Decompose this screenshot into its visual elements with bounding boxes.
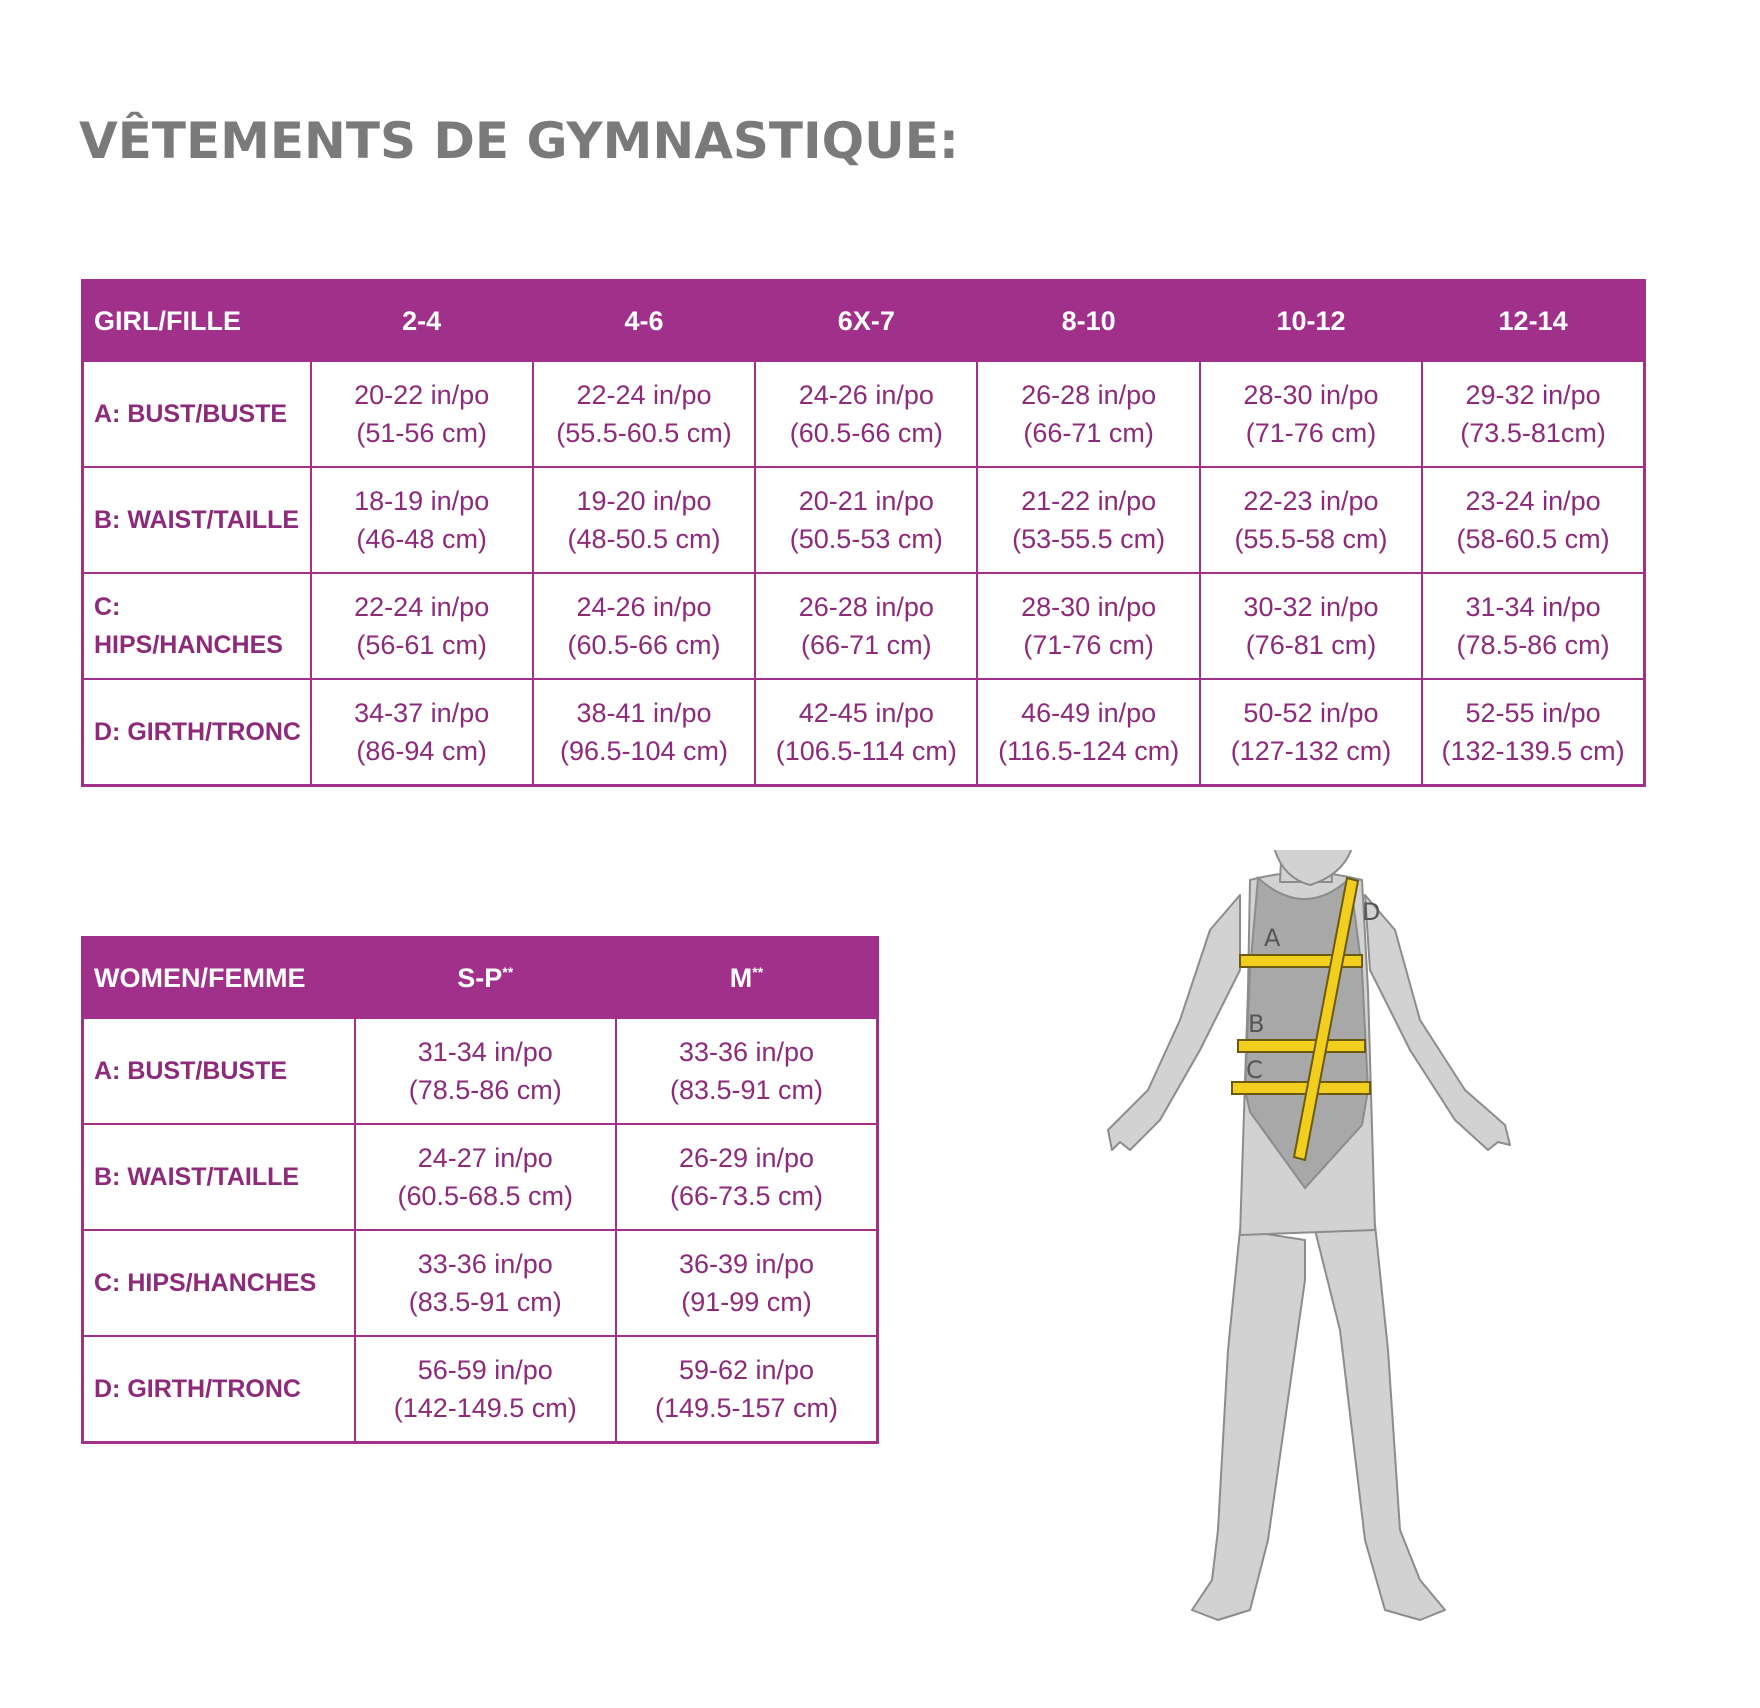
women-size-table xyxy=(81,936,879,1444)
measurement-inches: 18-19 in/po xyxy=(354,486,490,516)
measurement-cell xyxy=(533,467,755,573)
measurement-cm: (55.5-60.5 cm) xyxy=(556,418,732,448)
measurement-cell xyxy=(616,1336,878,1443)
column-header-size: 2-4 xyxy=(311,281,533,362)
measurement-cell xyxy=(755,467,977,573)
measurement-cm: (60.5-66 cm) xyxy=(567,630,721,660)
measurement-cell xyxy=(355,1018,617,1124)
measurement-cm: (60.5-66 cm) xyxy=(789,418,943,448)
girls-size-table xyxy=(81,279,1646,787)
table-row xyxy=(83,1230,878,1336)
measurement-inches: 26-28 in/po xyxy=(1021,380,1157,410)
measurement-cm: (66-71 cm) xyxy=(1023,418,1154,448)
measurement-cell xyxy=(1422,573,1644,679)
measurement-cell xyxy=(1200,361,1422,467)
measurement-cm: (66-73.5 cm) xyxy=(669,1181,824,1211)
column-header-size: 6X-7 xyxy=(755,281,977,362)
measurement-cm: (66-71 cm) xyxy=(801,630,932,660)
label-c: C xyxy=(1246,1056,1263,1084)
measurement-inches: 31-34 in/po xyxy=(417,1037,553,1067)
measurement-cell xyxy=(1200,679,1422,786)
measurement-cm: (106.5-114 cm) xyxy=(775,736,957,766)
measurement-cell xyxy=(311,679,533,786)
table-row xyxy=(83,1018,878,1124)
measurement-cell xyxy=(311,467,533,573)
table-header-row xyxy=(83,938,878,1019)
measurement-cm: (127-132 cm) xyxy=(1230,736,1392,766)
column-header-size: 4-6 xyxy=(533,281,755,362)
measurement-cm: (83.5-91 cm) xyxy=(669,1075,824,1105)
table-row xyxy=(83,1336,878,1443)
table-row xyxy=(83,679,1645,786)
measurement-cm: (55.5-58 cm) xyxy=(1234,524,1388,554)
measurement-cm: (86-94 cm) xyxy=(356,736,487,766)
measurement-inches: 30-32 in/po xyxy=(1243,592,1379,622)
measurement-cell xyxy=(1422,361,1644,467)
measurement-cell xyxy=(977,679,1199,786)
table-row xyxy=(83,467,1645,573)
measurement-cm: (60.5-68.5 cm) xyxy=(397,1181,574,1211)
table-header-row xyxy=(83,281,1645,362)
measurement-cell xyxy=(533,361,755,467)
table-row xyxy=(83,573,1645,679)
measurement-cm: (48-50.5 cm) xyxy=(567,524,721,554)
measurement-inches: 28-30 in/po xyxy=(1021,592,1157,622)
measurement-inches: 19-20 in/po xyxy=(576,486,712,516)
body-measurement-figure xyxy=(1100,850,1580,1650)
measurement-inches: 59-62 in/po xyxy=(678,1355,815,1385)
table-row xyxy=(83,1124,878,1230)
measurement-cell xyxy=(977,573,1199,679)
row-label: B: WAIST/TAILLE xyxy=(83,467,311,573)
measurement-inches: 50-52 in/po xyxy=(1243,698,1379,728)
measurement-inches: 33-36 in/po xyxy=(678,1037,815,1067)
measurement-cell xyxy=(616,1124,878,1230)
measurement-cell xyxy=(616,1230,878,1336)
measurement-cm: (71-76 cm) xyxy=(1023,630,1154,660)
measurement-cell xyxy=(1422,679,1644,786)
measurement-cm: (58-60.5 cm) xyxy=(1456,524,1610,554)
measurement-cell xyxy=(1200,467,1422,573)
row-label: C: HIPS/HANCHES xyxy=(83,573,311,679)
measurement-inches: 42-45 in/po xyxy=(798,698,934,728)
row-label: D: GIRTH/TRONC xyxy=(83,1336,355,1443)
measurement-cm: (71-76 cm) xyxy=(1245,418,1377,448)
column-header-size: M** xyxy=(616,938,878,1019)
measurement-cell xyxy=(1422,467,1644,573)
measurement-inches: 26-28 in/po xyxy=(798,592,934,622)
measurement-cm: (78.5-86 cm) xyxy=(1456,630,1610,660)
table-row xyxy=(83,361,1645,467)
measurement-cell xyxy=(533,573,755,679)
column-header-size: 10-12 xyxy=(1200,281,1422,362)
measurement-cm: (73.5-81cm) xyxy=(1460,418,1606,448)
measurement-inches: 20-22 in/po xyxy=(354,380,490,410)
measurement-cm: (50.5-53 cm) xyxy=(789,524,943,554)
label-d: D xyxy=(1362,898,1381,926)
measurement-inches: 22-24 in/po xyxy=(354,592,490,622)
column-header-size: S-P** xyxy=(355,938,617,1019)
measurement-inches: 33-36 in/po xyxy=(417,1249,553,1279)
row-label: D: GIRTH/TRONC xyxy=(83,679,311,786)
column-header-size: 12-14 xyxy=(1422,281,1644,362)
label-a: A xyxy=(1264,924,1281,952)
measurement-inches: 21-22 in/po xyxy=(1021,486,1157,516)
measurement-cell xyxy=(355,1124,617,1230)
measurement-cell xyxy=(977,361,1199,467)
measurement-inches: 31-34 in/po xyxy=(1465,592,1601,622)
measurement-cell xyxy=(311,361,533,467)
measurement-cm: (53-55.5 cm) xyxy=(1012,524,1166,554)
measurement-cell xyxy=(616,1018,878,1124)
measurement-inches: 38-41 in/po xyxy=(576,698,712,728)
measurement-cm: (96.5-104 cm) xyxy=(559,736,729,766)
measurement-inches: 36-39 in/po xyxy=(678,1249,815,1279)
label-b: B xyxy=(1248,1010,1265,1038)
measurement-cm: (149.5-157 cm) xyxy=(654,1393,839,1423)
measurement-cm: (46-48 cm) xyxy=(356,524,487,554)
measurement-cell xyxy=(1200,573,1422,679)
measurement-cm: (116.5-124 cm) xyxy=(998,736,1180,766)
measurement-cell xyxy=(533,679,755,786)
measurement-cm: (132-139.5 cm) xyxy=(1441,736,1625,766)
measurement-inches: 28-30 in/po xyxy=(1243,380,1379,410)
row-label: C: HIPS/HANCHES xyxy=(83,1230,355,1336)
page-title: VÊTEMENTS DE GYMNASTIQUE: xyxy=(79,112,959,170)
tape-b xyxy=(1238,1040,1365,1052)
measurement-inches: 52-55 in/po xyxy=(1465,698,1601,728)
measurement-cm: (76-81 cm) xyxy=(1245,630,1377,660)
measurement-cell xyxy=(755,679,977,786)
measurement-cm: (142-149.5 cm) xyxy=(393,1393,577,1423)
measurement-cell xyxy=(355,1336,617,1443)
measurement-inches: 24-26 in/po xyxy=(576,592,712,622)
measurement-inches: 24-26 in/po xyxy=(798,380,934,410)
measurement-cm: (78.5-86 cm) xyxy=(408,1075,562,1105)
measurement-inches: 22-23 in/po xyxy=(1243,486,1379,516)
column-header-group: WOMEN/FEMME xyxy=(83,938,355,1019)
row-label: A: BUST/BUSTE xyxy=(83,361,311,467)
measurement-inches: 56-59 in/po xyxy=(417,1355,553,1385)
measurement-inches: 24-27 in/po xyxy=(417,1143,553,1173)
measurement-cell xyxy=(311,573,533,679)
measurement-cm: (51-56 cm) xyxy=(356,418,487,448)
measurement-cm: (91-99 cm) xyxy=(681,1287,812,1317)
measurement-inches: 29-32 in/po xyxy=(1465,380,1601,410)
measurement-inches: 34-37 in/po xyxy=(354,698,490,728)
row-label: B: WAIST/TAILLE xyxy=(83,1124,355,1230)
measurement-cell xyxy=(977,467,1199,573)
measurement-cell xyxy=(755,361,977,467)
row-label: A: BUST/BUSTE xyxy=(83,1018,355,1124)
measurement-cell xyxy=(355,1230,617,1336)
measurement-cm: (56-61 cm) xyxy=(356,630,487,660)
measurement-inches: 23-24 in/po xyxy=(1465,486,1601,516)
measurement-cm: (83.5-91 cm) xyxy=(408,1287,562,1317)
column-header-size: 8-10 xyxy=(977,281,1199,362)
column-header-group: GIRL/FILLE xyxy=(83,281,311,362)
measurement-inches: 22-24 in/po xyxy=(576,380,712,410)
measurement-inches: 26-29 in/po xyxy=(678,1143,815,1173)
measurement-inches: 20-21 in/po xyxy=(798,486,934,516)
measurement-inches: 46-49 in/po xyxy=(1021,698,1157,728)
measurement-cell xyxy=(755,573,977,679)
